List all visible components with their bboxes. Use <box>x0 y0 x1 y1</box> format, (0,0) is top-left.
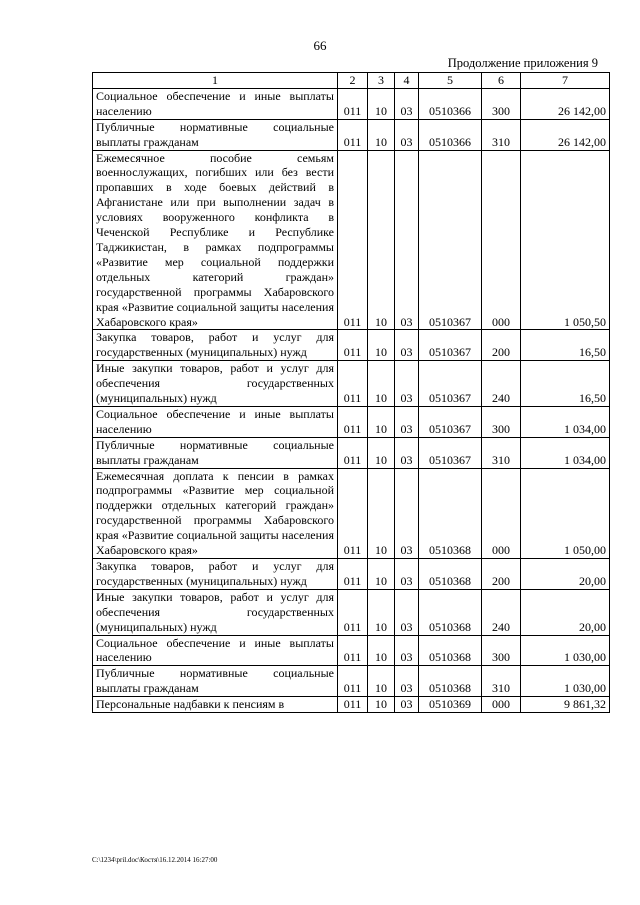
row-code-grbs: 011 <box>338 361 368 407</box>
row-code-subsection: 03 <box>395 635 419 666</box>
row-code-target: 0510366 <box>419 88 482 119</box>
row-code-expense-type: 000 <box>482 468 521 558</box>
continuation-label: Продолжение приложения 9 <box>447 56 598 70</box>
row-code-target: 0510366 <box>419 119 482 150</box>
row-code-subsection: 03 <box>395 437 419 468</box>
row-code-section: 10 <box>368 468 395 558</box>
row-amount: 20,00 <box>521 589 610 635</box>
row-code-section: 10 <box>368 666 395 697</box>
row-code-expense-type: 300 <box>482 406 521 437</box>
row-name: Закупка товаров, работ и услуг для государственных (муниципальных) нужд <box>93 559 338 590</box>
row-code-section: 10 <box>368 406 395 437</box>
row-code-section: 10 <box>368 559 395 590</box>
row-code-target: 0510367 <box>419 406 482 437</box>
row-code-section: 10 <box>368 697 395 713</box>
header-cell: 7 <box>521 73 610 89</box>
table-row <box>93 468 610 558</box>
row-code-subsection: 03 <box>395 330 419 361</box>
row-name: Иные закупки товаров, работ и услуг для обеспечения государственных (муниципальных) нужд <box>93 589 338 635</box>
row-amount: 1 030,00 <box>521 666 610 697</box>
page-number: 66 <box>313 38 327 53</box>
row-code-grbs: 011 <box>338 635 368 666</box>
header-cell: 5 <box>419 73 482 89</box>
row-code-expense-type: 240 <box>482 361 521 407</box>
row-name: Ежемесячное пособие семьям военнослужащих, погибших или без вести пропавших в ходе боевых действий в Афганистане или при выполнении задач в условиях вооруженного конфликта в Чеченской Республике и Республике Таджикистан, в рамках подпрограммы «Развитие мер социальной поддержки отдельных категорий граждан» государственной программы Хабаровского края «Развитие социальной защиты населения Хабаровского края» <box>93 150 338 330</box>
row-code-subsection: 03 <box>395 406 419 437</box>
row-code-grbs: 011 <box>338 697 368 713</box>
row-code-expense-type: 200 <box>482 559 521 590</box>
row-code-grbs: 011 <box>338 468 368 558</box>
row-code-expense-type: 200 <box>482 330 521 361</box>
header-cell: 4 <box>395 73 419 89</box>
row-amount: 1 050,50 <box>521 150 610 330</box>
table-row <box>93 559 610 590</box>
row-amount: 16,50 <box>521 361 610 407</box>
row-name: Социальное обеспечение и иные выплаты населению <box>93 88 338 119</box>
row-code-expense-type: 240 <box>482 589 521 635</box>
row-code-subsection: 03 <box>395 361 419 407</box>
row-amount: 20,00 <box>521 559 610 590</box>
row-name: Персональные надбавки к пенсиям в <box>93 697 338 713</box>
row-code-grbs: 011 <box>338 589 368 635</box>
row-code-expense-type: 310 <box>482 437 521 468</box>
table-row <box>93 666 610 697</box>
table-row <box>93 330 610 361</box>
file-path-footer: C:\1234\pril.doc\Костя\16.12.2014 16:27:00 <box>92 856 218 864</box>
row-amount: 1 034,00 <box>521 406 610 437</box>
row-amount: 9 861,32 <box>521 697 610 713</box>
row-code-target: 0510369 <box>419 697 482 713</box>
budget-table <box>92 72 610 713</box>
row-name: Публичные нормативные социальные выплаты гражданам <box>93 119 338 150</box>
row-code-grbs: 011 <box>338 119 368 150</box>
row-name: Иные закупки товаров, работ и услуг для обеспечения государственных (муниципальных) нужд <box>93 361 338 407</box>
row-code-section: 10 <box>368 635 395 666</box>
row-code-target: 0510367 <box>419 330 482 361</box>
row-code-target: 0510368 <box>419 589 482 635</box>
row-code-subsection: 03 <box>395 119 419 150</box>
table-row <box>93 697 610 713</box>
table-row <box>93 150 610 330</box>
table-row <box>93 406 610 437</box>
header-cell: 2 <box>338 73 368 89</box>
row-amount: 26 142,00 <box>521 88 610 119</box>
row-code-expense-type: 000 <box>482 150 521 330</box>
row-name: Социальное обеспечение и иные выплаты населению <box>93 406 338 437</box>
row-code-grbs: 011 <box>338 559 368 590</box>
row-code-grbs: 011 <box>338 150 368 330</box>
table-row <box>93 437 610 468</box>
row-code-section: 10 <box>368 119 395 150</box>
table-row <box>93 119 610 150</box>
table-row <box>93 589 610 635</box>
row-code-section: 10 <box>368 361 395 407</box>
row-code-subsection: 03 <box>395 559 419 590</box>
row-code-section: 10 <box>368 437 395 468</box>
row-code-target: 0510368 <box>419 666 482 697</box>
row-code-expense-type: 310 <box>482 119 521 150</box>
header-cell: 3 <box>368 73 395 89</box>
row-code-section: 10 <box>368 150 395 330</box>
row-code-grbs: 011 <box>338 406 368 437</box>
row-code-target: 0510367 <box>419 150 482 330</box>
row-amount: 1 034,00 <box>521 437 610 468</box>
row-code-subsection: 03 <box>395 150 419 330</box>
row-code-section: 10 <box>368 88 395 119</box>
header-cell: 1 <box>93 73 338 89</box>
row-code-expense-type: 000 <box>482 697 521 713</box>
table-row <box>93 88 610 119</box>
row-name: Публичные нормативные социальные выплаты гражданам <box>93 437 338 468</box>
row-code-expense-type: 300 <box>482 88 521 119</box>
row-amount: 1 050,00 <box>521 468 610 558</box>
row-code-target: 0510368 <box>419 468 482 558</box>
row-code-section: 10 <box>368 589 395 635</box>
row-code-expense-type: 310 <box>482 666 521 697</box>
row-code-target: 0510367 <box>419 437 482 468</box>
row-code-grbs: 011 <box>338 437 368 468</box>
row-amount: 26 142,00 <box>521 119 610 150</box>
row-code-subsection: 03 <box>395 88 419 119</box>
row-code-grbs: 011 <box>338 666 368 697</box>
row-code-subsection: 03 <box>395 589 419 635</box>
row-name: Социальное обеспечение и иные выплаты населению <box>93 635 338 666</box>
row-amount: 16,50 <box>521 330 610 361</box>
row-name: Публичные нормативные социальные выплаты гражданам <box>93 666 338 697</box>
row-code-expense-type: 300 <box>482 635 521 666</box>
row-name: Ежемесячная доплата к пенсии в рамках подпрограммы «Развитие мер социальной поддержки отдельных категорий граждан» государственной программы Хабаровского края «Развитие социальной защиты населения Хабаровского края» <box>93 468 338 558</box>
table-header-row <box>93 73 610 89</box>
row-code-target: 0510368 <box>419 635 482 666</box>
row-amount: 1 030,00 <box>521 635 610 666</box>
row-name: Закупка товаров, работ и услуг для государственных (муниципальных) нужд <box>93 330 338 361</box>
row-code-subsection: 03 <box>395 666 419 697</box>
row-code-target: 0510367 <box>419 361 482 407</box>
table-row <box>93 361 610 407</box>
table-row <box>93 635 610 666</box>
row-code-target: 0510368 <box>419 559 482 590</box>
header-cell: 6 <box>482 73 521 89</box>
row-code-section: 10 <box>368 330 395 361</box>
row-code-subsection: 03 <box>395 697 419 713</box>
row-code-grbs: 011 <box>338 330 368 361</box>
row-code-grbs: 011 <box>338 88 368 119</box>
row-code-subsection: 03 <box>395 468 419 558</box>
